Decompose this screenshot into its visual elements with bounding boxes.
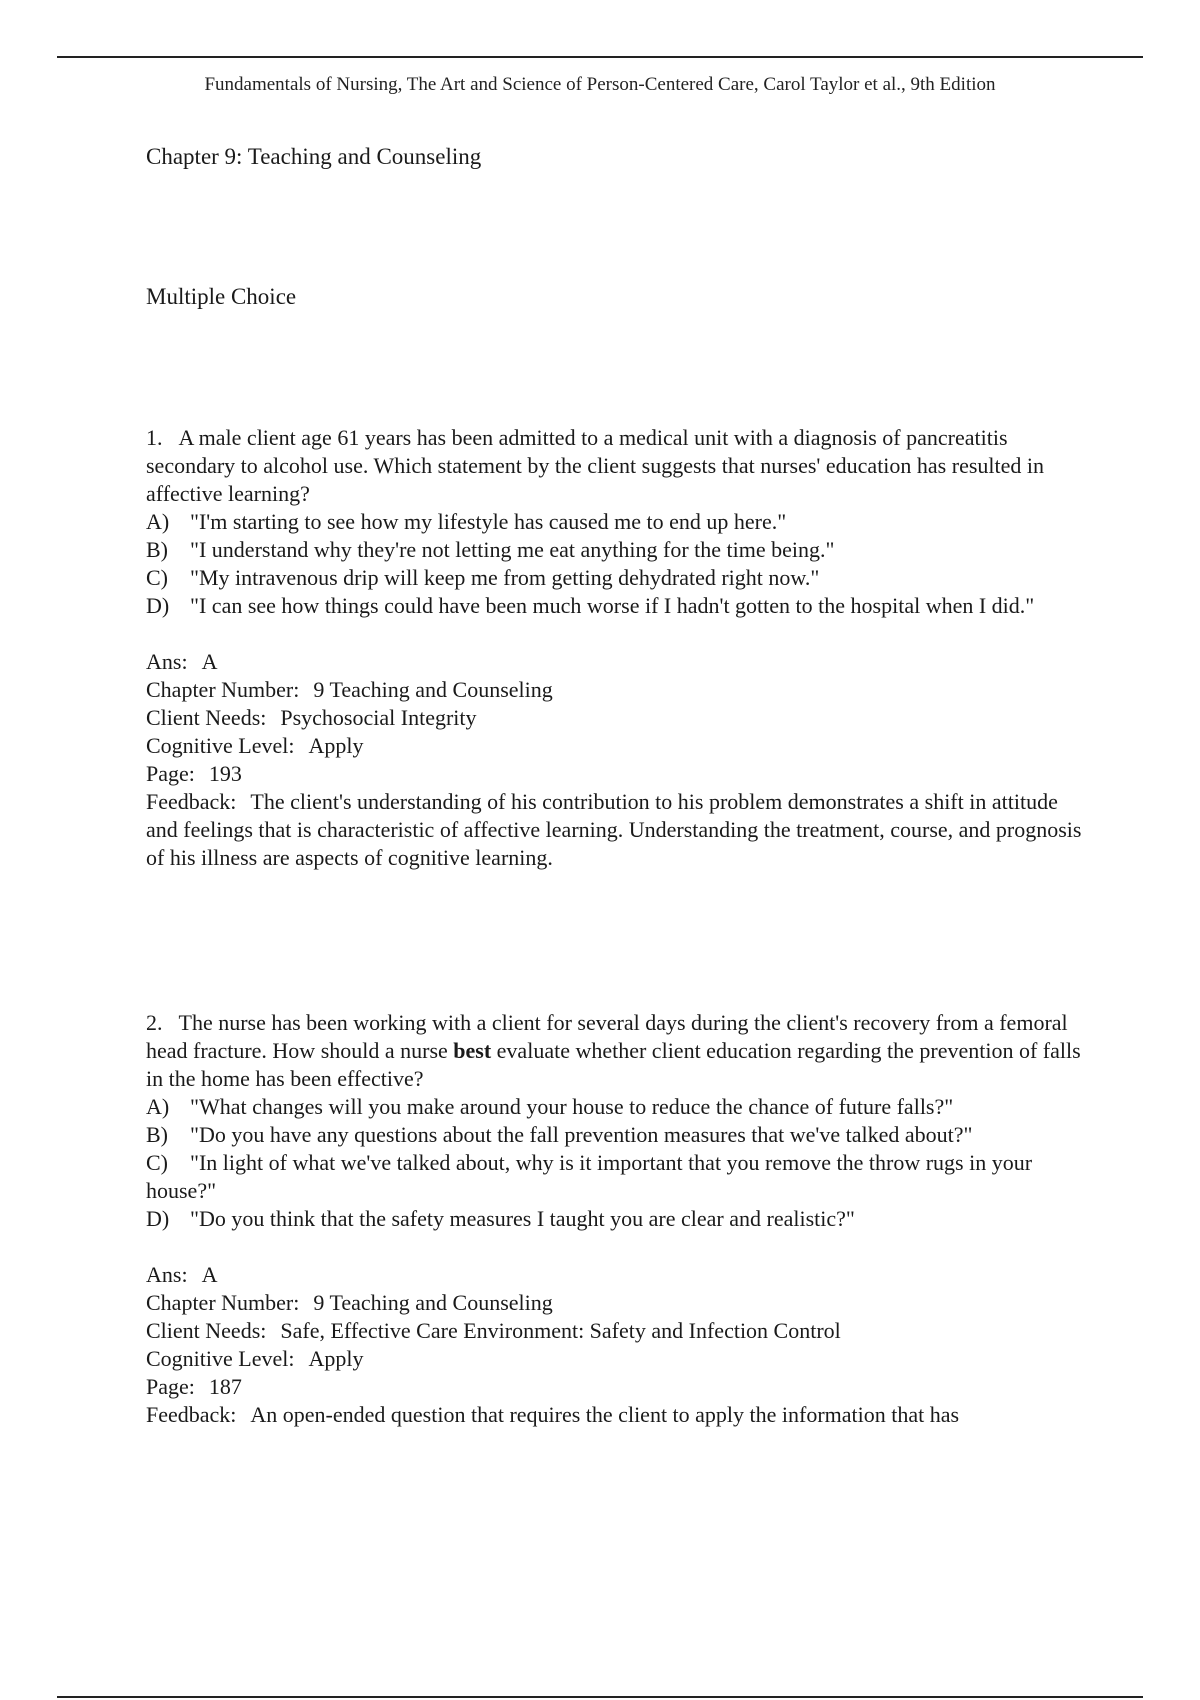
question-number: 2.: [146, 1010, 163, 1035]
page-label: Page:: [146, 761, 195, 786]
feedback-label: Feedback:: [146, 789, 237, 814]
choice-letter: A): [146, 1094, 170, 1119]
section-title: Multiple Choice: [146, 284, 297, 309]
chapter-number-line: [146, 676, 1086, 704]
chapter-number-label: Chapter Number:: [146, 677, 300, 702]
choice-letter: C): [146, 1150, 168, 1175]
running-header: Fundamentals of Nursing, The Art and Science of Person-Centered Care, Carol Taylor et al., 9th Edition: [204, 74, 996, 95]
cognitive-level-value: Apply: [308, 1346, 364, 1371]
cognitive-level-line: [146, 1345, 1086, 1373]
feedback-text: An open-ended question that requires the client to apply the information that has: [250, 1402, 960, 1427]
choice-text: "Do you think that the safety measures I taught you are clear and realistic?": [190, 1206, 855, 1231]
cognitive-level-label: Cognitive Level:: [146, 1346, 295, 1371]
page-line: [146, 1373, 1086, 1401]
choice-d: [146, 592, 1086, 620]
choice-text: "In light of what we've talked about, why is it important that you remove the throw rugs in your house?": [146, 1150, 1033, 1203]
cognitive-level-value: Apply: [308, 733, 364, 758]
page-value: 193: [208, 761, 242, 786]
choice-letter: B): [146, 1122, 168, 1147]
client-needs-line: [146, 1317, 1086, 1345]
chapter-number-line: [146, 1289, 1086, 1317]
cognitive-level-label: Cognitive Level:: [146, 733, 295, 758]
top-rule: [57, 56, 1143, 58]
feedback-label: Feedback:: [146, 1402, 237, 1427]
chapter-number-value: 9 Teaching and Counseling: [313, 1290, 553, 1315]
choice-text: "I can see how things could have been much worse if I hadn't gotten to the hospital when I did.": [190, 593, 1035, 618]
feedback-line: [146, 1401, 1086, 1429]
choice-text: "My intravenous drip will keep me from getting dehydrated right now.": [190, 565, 820, 590]
answer-metadata: [146, 648, 1086, 872]
question-text-emphasis: best: [453, 1038, 492, 1063]
choice-a: [146, 1093, 1086, 1121]
choice-b: [146, 1121, 1086, 1149]
choice-letter: D): [146, 593, 170, 618]
answer-value: A: [201, 649, 218, 674]
client-needs-label: Client Needs:: [146, 1318, 267, 1343]
choice-letter: D): [146, 1206, 170, 1231]
chapter-title: Chapter 9: Teaching and Counseling: [146, 144, 482, 169]
feedback-line: [146, 788, 1086, 872]
answer-value: A: [201, 1262, 218, 1287]
choice-c: [146, 564, 1086, 592]
choice-text: "I understand why they're not letting me eat anything for the time being.": [190, 537, 835, 562]
question-text-start: The nurse has been working with a client for several days during the client's recovery from a femoral head fracture. How should a nurse: [146, 1010, 1068, 1063]
question-text-end: evaluate whether client education regarding the prevention of falls in the home has been effective?: [146, 1038, 1081, 1091]
question-text: A male client age 61 years has been admitted to a medical unit with a diagnosis of pancreatitis secondary to alcohol use. Which statement by the client suggests that nurses' education has resulted in affective learning?: [146, 425, 1044, 506]
choice-text: "Do you have any questions about the fall prevention measures that we've talked about?": [190, 1122, 973, 1147]
answer-metadata: [146, 1261, 1086, 1429]
question-1: [146, 424, 1086, 872]
answer-label: Ans:: [146, 1262, 188, 1287]
choice-text: "I'm starting to see how my lifestyle has caused me to end up here.": [190, 509, 787, 534]
client-needs-value: Psychosocial Integrity: [280, 705, 477, 730]
choice-letter: C): [146, 565, 168, 590]
page-value: 187: [208, 1374, 242, 1399]
choice-letter: B): [146, 537, 168, 562]
choice-a: [146, 508, 1086, 536]
question-2: [146, 1009, 1086, 1429]
chapter-number-label: Chapter Number:: [146, 1290, 300, 1315]
choice-b: [146, 536, 1086, 564]
answer-line: [146, 648, 1086, 676]
question-stem: [146, 1009, 1086, 1093]
feedback-text: The client's understanding of his contribution to his problem demonstrates a shift in attitude and feelings that is characteristic of affective learning. Understanding the treatment, course, and prognosis of his illness are aspects of cognitive learning.: [146, 789, 1082, 870]
page-line: [146, 760, 1086, 788]
page-label: Page:: [146, 1374, 195, 1399]
chapter-number-value: 9 Teaching and Counseling: [313, 677, 553, 702]
answer-label: Ans:: [146, 649, 188, 674]
question-stem: [146, 424, 1086, 508]
choice-d: [146, 1205, 1086, 1233]
cognitive-level-line: [146, 732, 1086, 760]
bottom-rule: [57, 1696, 1143, 1698]
answer-line: [146, 1261, 1086, 1289]
question-number: 1.: [146, 425, 163, 450]
client-needs-value: Safe, Effective Care Environment: Safety and Infection Control: [280, 1318, 841, 1343]
choice-letter: A): [146, 509, 170, 534]
client-needs-line: [146, 704, 1086, 732]
client-needs-label: Client Needs:: [146, 705, 267, 730]
choice-text: "What changes will you make around your house to reduce the chance of future falls?": [190, 1094, 954, 1119]
choice-c: [146, 1149, 1086, 1205]
